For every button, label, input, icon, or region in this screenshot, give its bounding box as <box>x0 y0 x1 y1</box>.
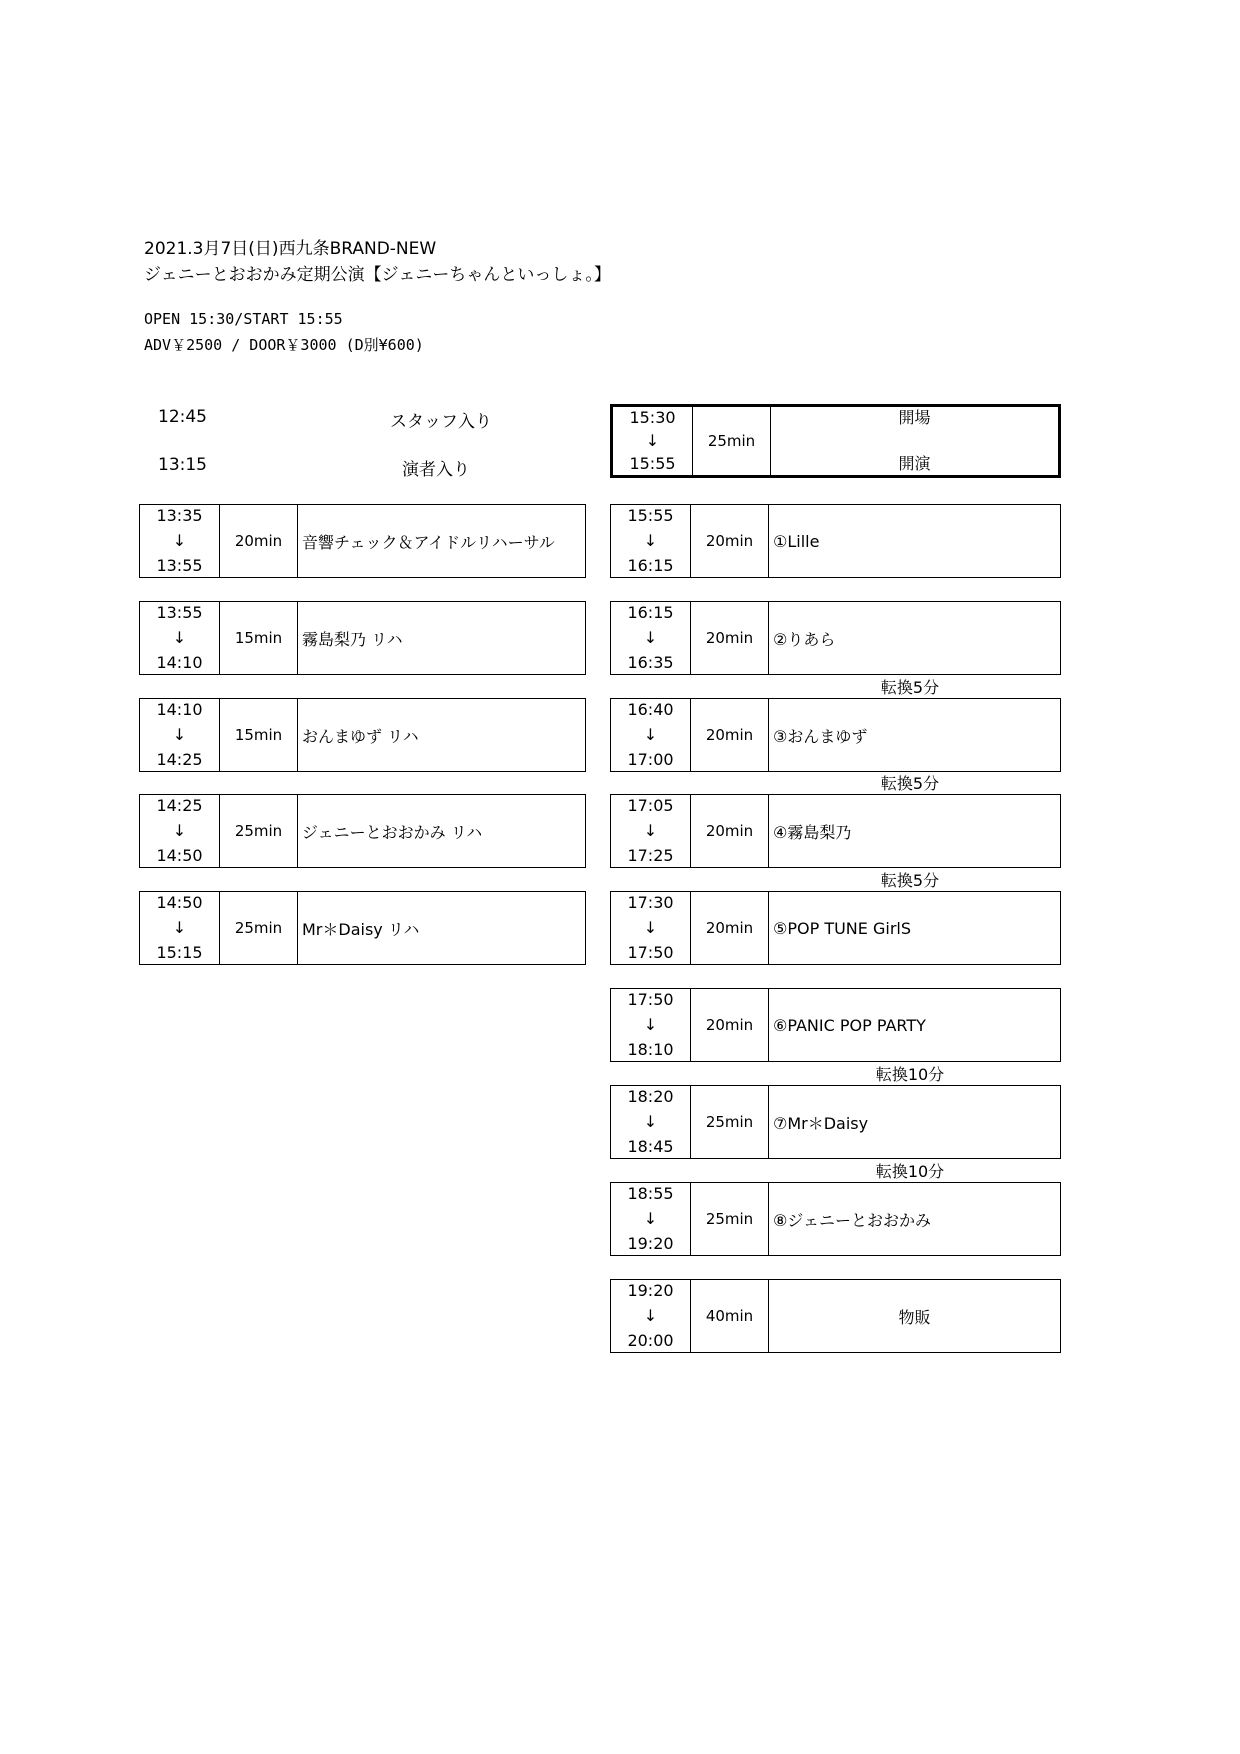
end-time: 17:25 <box>627 846 674 865</box>
rehearsal-row <box>139 891 586 965</box>
end-time: 18:45 <box>627 1137 674 1156</box>
start-time: 13:55 <box>156 603 203 622</box>
act-name: ジェニーとおおかみ リハ <box>302 822 483 842</box>
performance-row <box>610 504 1061 578</box>
rehearsal-row <box>139 601 586 675</box>
end-time: 19:20 <box>627 1234 674 1253</box>
arrow: ↓ <box>643 821 658 840</box>
arrow: ↓ <box>643 725 658 744</box>
changeover-label: 転換10分 <box>875 1162 945 1181</box>
rehearsal-row <box>139 504 586 578</box>
act-name: ①Lille <box>773 531 820 551</box>
staff-in-time: 12:45 <box>158 407 207 427</box>
doors-open-label: 開場 <box>898 408 931 427</box>
act-name: ⑧ジェニーとおおかみ <box>773 1210 932 1230</box>
end-time: 15:55 <box>629 454 676 473</box>
duration: 25min <box>691 1183 769 1255</box>
arrow: ↓ <box>643 1306 658 1325</box>
changeover-label: 転換5分 <box>880 871 940 890</box>
show-start-label: 開演 <box>898 454 931 473</box>
merch-row <box>610 1279 1061 1353</box>
duration: 25min <box>693 407 771 475</box>
opening-labels <box>771 407 1058 475</box>
changeover-label: 転換5分 <box>880 678 940 697</box>
performance-row <box>610 794 1061 868</box>
act-name: ⑦Mr＊Daisy <box>773 1113 869 1133</box>
open-start-times: OPEN 15:30/START 15:55 <box>144 310 343 328</box>
end-time: 15:15 <box>156 943 203 962</box>
start-time: 16:40 <box>627 700 674 719</box>
arrow: ↓ <box>643 918 658 937</box>
duration: 20min <box>691 989 769 1061</box>
duration: 20min <box>220 505 298 577</box>
arrow: ↓ <box>172 628 187 647</box>
start-time: 17:30 <box>627 893 674 912</box>
performers-in-time: 13:15 <box>158 455 207 475</box>
time-range <box>140 892 220 964</box>
act-name: Mr＊Daisy リハ <box>302 919 420 939</box>
end-time: 17:50 <box>627 943 674 962</box>
act-name: 霧島梨乃 リハ <box>302 629 403 649</box>
changeover-label: 転換5分 <box>880 774 940 793</box>
arrow: ↓ <box>172 918 187 937</box>
act-name: ⑥PANIC POP PARTY <box>773 1015 926 1035</box>
date-venue: 2021.3月7日(日)西九条BRAND-NEW <box>144 239 437 259</box>
start-time: 15:30 <box>629 408 676 427</box>
staff-in-label: スタッフ入り <box>390 412 492 432</box>
duration: 25min <box>220 795 298 867</box>
act-name: ③おんまゆず <box>773 726 868 746</box>
end-time: 16:35 <box>627 653 674 672</box>
duration: 40min <box>691 1280 769 1352</box>
act-name: ⑤POP TUNE GirlS <box>773 918 911 938</box>
time-range <box>611 699 691 771</box>
duration: 20min <box>691 505 769 577</box>
start-time: 18:20 <box>627 1087 674 1106</box>
merch-label: 物販 <box>898 1307 931 1327</box>
rehearsal-row <box>139 698 586 772</box>
duration: 20min <box>691 602 769 674</box>
time-range <box>611 505 691 577</box>
changeover-label: 転換10分 <box>875 1065 945 1084</box>
act-name: ②りあら <box>773 629 836 649</box>
start-time: 18:55 <box>627 1184 674 1203</box>
performance-row <box>610 601 1061 675</box>
start-time: 13:35 <box>156 506 203 525</box>
ticket-price: ADV￥2500 / DOOR￥3000 (D別¥600) <box>144 336 424 354</box>
performance-row <box>610 1085 1061 1159</box>
performance-row <box>610 891 1061 965</box>
end-time: 18:10 <box>627 1040 674 1059</box>
start-time: 14:50 <box>156 893 203 912</box>
time-range <box>140 699 220 771</box>
time-range <box>611 892 691 964</box>
time-range <box>611 1280 691 1352</box>
start-time: 14:25 <box>156 796 203 815</box>
duration: 20min <box>691 795 769 867</box>
end-time: 13:55 <box>156 556 203 575</box>
opening-block <box>610 404 1061 478</box>
start-time: 17:05 <box>627 796 674 815</box>
duration: 25min <box>691 1086 769 1158</box>
arrow: ↓ <box>643 1112 658 1131</box>
end-time: 14:10 <box>156 653 203 672</box>
act-name: 音響チェック＆アイドルリハーサル <box>302 532 555 552</box>
duration: 15min <box>220 699 298 771</box>
time-range <box>611 1183 691 1255</box>
arrow: ↓ <box>172 821 187 840</box>
start-time: 17:50 <box>627 990 674 1009</box>
performance-row <box>610 698 1061 772</box>
arrow: ↓ <box>172 531 187 550</box>
time-range <box>613 407 693 475</box>
duration: 25min <box>220 892 298 964</box>
start-time: 15:55 <box>627 506 674 525</box>
end-time: 17:00 <box>627 750 674 769</box>
duration: 20min <box>691 892 769 964</box>
arrow: ↓ <box>643 531 658 550</box>
end-time: 20:00 <box>627 1331 674 1350</box>
end-time: 16:15 <box>627 556 674 575</box>
time-range <box>140 795 220 867</box>
arrow: ↓ <box>643 1015 658 1034</box>
time-range <box>611 602 691 674</box>
start-time: 14:10 <box>156 700 203 719</box>
rehearsal-row <box>139 794 586 868</box>
act-name: ④霧島梨乃 <box>773 822 852 842</box>
time-range <box>611 795 691 867</box>
arrow: ↓ <box>172 725 187 744</box>
start-time: 19:20 <box>627 1281 674 1300</box>
performance-row <box>610 1182 1061 1256</box>
arrow: ↓ <box>645 431 660 450</box>
end-time: 14:25 <box>156 750 203 769</box>
duration: 20min <box>691 699 769 771</box>
time-range <box>140 505 220 577</box>
performance-row <box>610 988 1061 1062</box>
time-range <box>611 989 691 1061</box>
event-title: ジェニーとおおかみ定期公演【ジェニーちゃんといっしょ。】 <box>144 265 611 285</box>
performers-in-label: 演者入り <box>402 460 470 480</box>
time-range <box>140 602 220 674</box>
act-name: おんまゆず リハ <box>302 726 419 746</box>
duration: 15min <box>220 602 298 674</box>
arrow: ↓ <box>643 1209 658 1228</box>
start-time: 16:15 <box>627 603 674 622</box>
time-range <box>611 1086 691 1158</box>
end-time: 14:50 <box>156 846 203 865</box>
arrow: ↓ <box>643 628 658 647</box>
